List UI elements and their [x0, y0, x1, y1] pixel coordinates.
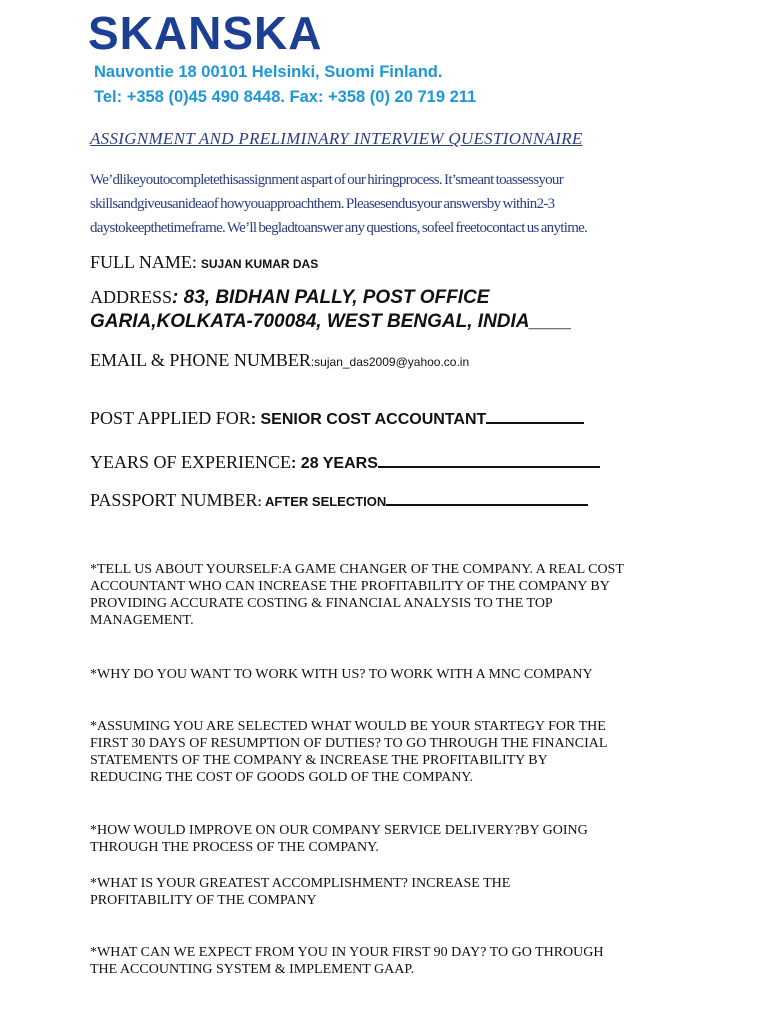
qa-line: *HOW WOULD IMPROVE ON OUR COMPANY SERVICE DELIVERY?BY GOING [90, 823, 588, 838]
email-phone-field [90, 350, 469, 371]
qa-first-30-days [90, 718, 690, 786]
fill-line [486, 407, 584, 424]
company-logo: SKANSKA [88, 7, 323, 59]
qa-line: *WHAT IS YOUR GREATEST ACCOMPLISHMENT? INCREASE THE [90, 876, 511, 891]
fill-line [386, 489, 588, 506]
full-name-value: SUJAN KUMAR DAS [200, 257, 319, 271]
experience-value: : 28 YEARS [291, 455, 378, 472]
qa-line: FIRST 30 DAYS OF RESUMPTION OF DUTIES? TO GO THROUGH THE FINANCIAL [90, 736, 608, 751]
qa-line: THROUGH THE PROCESS OF THE COMPANY. [90, 840, 379, 855]
full-name-label: FULL NAME [90, 252, 192, 272]
experience-field [90, 451, 600, 473]
passport-field [90, 489, 588, 511]
full-name-field: FULL NAME: SUJAN KUMAR DAS [90, 252, 319, 272]
qa-line: REDUCING THE COST OF GOODS GOLD OF THE COMPANY. [90, 770, 474, 785]
qa-line: *TELL US ABOUT YOURSELF:A GAME CHANGER OF THE COMPANY. A REAL COST [90, 562, 624, 577]
qa-line: MANAGEMENT. [90, 613, 194, 628]
intro-line: daystokeepthetimeframe. We’ll begladtoanswer any questions, sofeel freetocontact us anytime. [90, 220, 588, 236]
qa-line: *WHY DO YOU WANT TO WORK WITH US? TO WORK WITH A MNC COMPANY [90, 667, 593, 682]
intro-line: skillsandgiveusanideaof howyouapproachthem. Pleasesendusyour answersby within2-3 [90, 196, 555, 212]
qa-line: PROVIDING ACCURATE COSTING & FINANCIAL ANALYSIS TO THE TOP [90, 596, 553, 611]
qa-why-work-with-us [90, 666, 690, 683]
qa-first-90-days [90, 944, 690, 978]
qa-line: *ASSUMING YOU ARE SELECTED WHAT WOULD BE YOUR STARTEGY FOR THE [90, 719, 606, 734]
qa-service-delivery [90, 822, 690, 856]
qa-tell-us-about-yourself [90, 561, 690, 629]
intro-line: We’dlikeyoutocompletethisassignment aspart of our hiringprocess. It’smeant toassessyour [90, 172, 564, 188]
qa-line: ACCOUNTANT WHO CAN INCREASE THE PROFITABILITY OF THE COMPANY BY [90, 579, 610, 594]
address-label: ADDRESS [90, 287, 173, 307]
qa-line: STATEMENTS OF THE COMPANY & INCREASE THE PROFITABILITY BY [90, 753, 548, 768]
address-field [90, 286, 710, 334]
qa-line: THE ACCOUNTING SYSTEM & IMPLEMENT GAAP. [90, 962, 415, 977]
qa-line: *WHAT CAN WE EXPECT FROM YOU IN YOUR FIRST 90 DAY? TO GO THROUGH [90, 945, 604, 960]
experience-label: YEARS OF EXPERIENCE [90, 452, 292, 472]
company-contact: Tel: +358 (0)45 490 8448. Fax: +358 (0) 20 719 211 [94, 88, 477, 106]
qa-line: PROFITABILITY OF THE COMPANY [90, 893, 317, 908]
passport-value: : AFTER SELECTION [257, 494, 387, 509]
intro-paragraph [90, 168, 690, 240]
qa-greatest-accomplishment [90, 875, 690, 909]
post-applied-field [90, 407, 584, 429]
address-value-line2: GARIA,KOLKATA-700084, WEST BENGAL, INDIA____ [90, 311, 572, 332]
company-address: Nauvontie 18 00101 Helsinki, Suomi Finland. [94, 63, 443, 81]
post-applied-value: : SENIOR COST ACCOUNTANT [250, 411, 487, 428]
post-applied-label: POST APPLIED FOR [90, 408, 251, 428]
passport-label: PASSPORT NUMBER [90, 490, 258, 510]
document-heading: ASSIGNMENT AND PRELIMINARY INTERVIEW QUESTIONNAIRE [90, 129, 583, 148]
address-value-line1: : 83, BIDHAN PALLY, POST OFFICE [172, 287, 490, 308]
email-phone-label: EMAIL & PHONE NUMBER [90, 350, 311, 370]
email-phone-value: :sujan_das2009@yahoo.co.in [310, 355, 470, 369]
fill-line [378, 451, 600, 468]
